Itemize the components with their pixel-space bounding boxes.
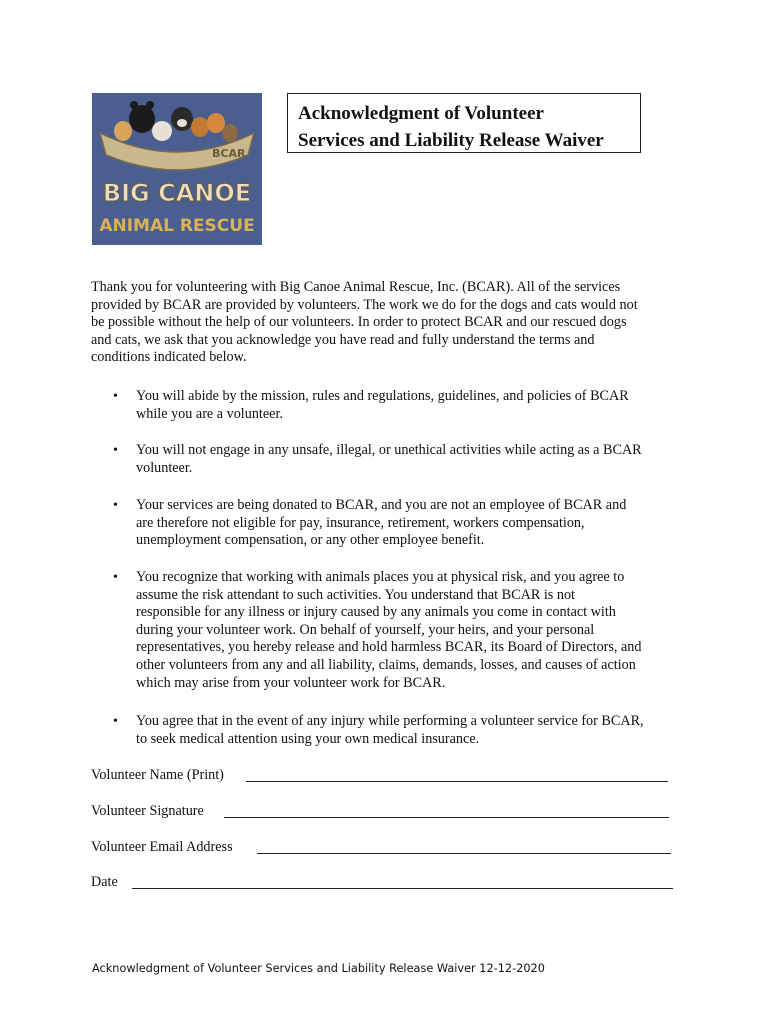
- volunteer-email-field[interactable]: [257, 853, 671, 854]
- logo-graphic: [92, 93, 262, 245]
- bullet-marker: •: [113, 714, 118, 729]
- bullet-line: You will not engage in any unsafe, illegal, or unethical activities while acting as a BCAR: [136, 442, 642, 458]
- volunteer-email-label: Volunteer Email Address: [91, 839, 233, 855]
- date-label: Date: [91, 874, 118, 890]
- volunteer-signature-label: Volunteer Signature: [91, 803, 204, 819]
- bullet-line: Your services are being donated to BCAR, and you are not an employee of BCAR and: [136, 497, 627, 513]
- intro-line: be possible without the help of our volunteers. In order to protect BCAR and our rescued dogs: [91, 314, 627, 331]
- volunteer-name-field[interactable]: [246, 781, 668, 782]
- bullet-line: You agree that in the event of any injury while performing a volunteer service for BCAR,: [136, 713, 644, 729]
- bullet-line: volunteer.: [136, 459, 193, 476]
- document-title-line1: Acknowledgment of Volunteer: [298, 103, 544, 124]
- document-title-line2: Services and Liability Release Waiver: [298, 130, 604, 151]
- volunteer-name-label: Volunteer Name (Print): [91, 767, 224, 783]
- bullet-line: You recognize that working with animals places you at physical risk, and you agree to: [136, 569, 625, 585]
- page-footer: Acknowledgment of Volunteer Services and Liability Release Waiver 12-12-2020: [92, 962, 545, 975]
- date-field[interactable]: [132, 888, 673, 889]
- bullet-line: assume the risk attendant to such activities. You understand that BCAR is not: [136, 586, 575, 603]
- intro-line: Thank you for volunteering with Big Canoe Animal Rescue, Inc. (BCAR). All of the services: [91, 279, 621, 295]
- bullet-marker: •: [113, 389, 118, 404]
- bullet-line: You will abide by the mission, rules and regulations, guidelines, and policies of BCAR: [136, 388, 629, 404]
- intro-paragraph: [91, 279, 691, 367]
- intro-line: provided by BCAR are provided by volunteers. The work we do for the dogs and cats would not: [91, 296, 638, 313]
- bullet-marker: •: [113, 498, 118, 513]
- volunteer-signature-field[interactable]: [224, 817, 669, 818]
- logo-small-text: BCAR: [212, 147, 246, 160]
- bullet-line: to seek medical attention using your own medical insurance.: [136, 730, 480, 747]
- logo-title-line2: ANIMAL RESCUE: [99, 216, 255, 236]
- bullet-item-donated: [136, 497, 696, 550]
- logo-title-line1: BIG CANOE: [102, 179, 252, 207]
- bullet-item-medical: [136, 713, 696, 748]
- bullet-item-unsafe: [136, 442, 696, 477]
- bullet-item-abide: [136, 388, 696, 423]
- document-title-box: [287, 93, 641, 153]
- intro-line: and cats, we ask that you acknowledge you have read and fully understand the terms and: [91, 331, 595, 348]
- intro-line: conditions indicated below.: [91, 349, 247, 366]
- bullet-marker: •: [113, 570, 118, 585]
- bullet-line: while you are a volunteer.: [136, 405, 283, 422]
- big-canoe-animal-rescue-logo: [92, 93, 262, 245]
- bullet-line: representatives, you hereby release and hold harmless BCAR, its Board of Directors, and: [136, 639, 642, 656]
- bullet-line: are therefore not eligible for pay, insurance, retirement, workers compensation,: [136, 514, 585, 531]
- bullet-line: responsible for any illness or injury caused by any animals you come in contact with: [136, 604, 616, 621]
- bullet-item-risk: [136, 569, 696, 692]
- bullet-line: other volunteers from any and all liability, claims, demands, losses, and causes of action: [136, 656, 636, 673]
- bullet-marker: •: [113, 443, 118, 458]
- bullet-line: during your volunteer work. On behalf of yourself, your heirs, and your personal: [136, 621, 595, 638]
- bullet-line: unemployment compensation, or any other employee benefit.: [136, 532, 485, 549]
- bullet-line: which may arise from your volunteer work for BCAR.: [136, 674, 446, 691]
